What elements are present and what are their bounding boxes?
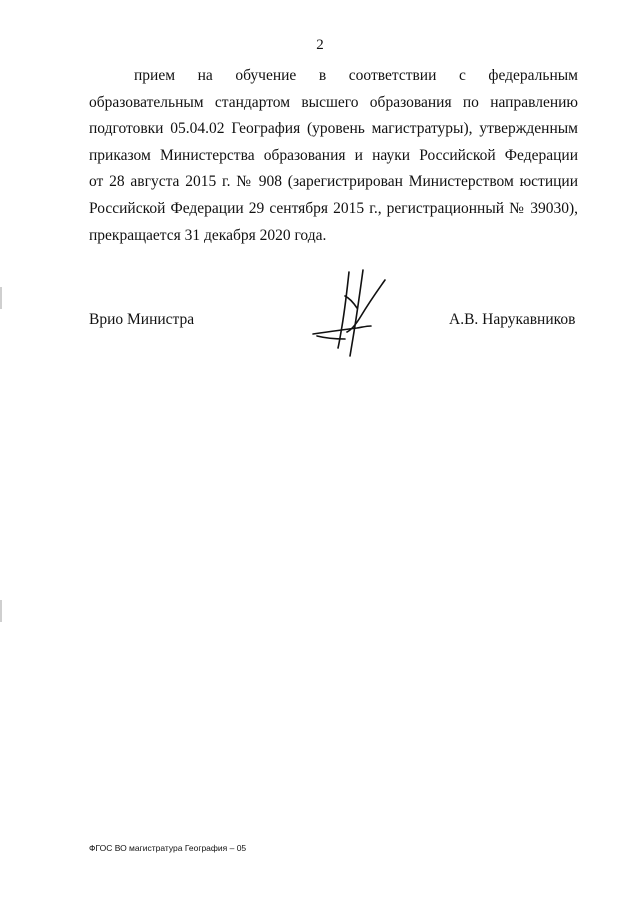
footer-code: ФГОС ВО магистратура География – 05 xyxy=(89,843,247,853)
paragraph-line: приказом Министерства образования и науки Российской Федерации xyxy=(89,146,578,164)
paragraph-line: Российской Федерации 29 сентября 2015 г., регистрационный № 39030), xyxy=(89,199,578,217)
signer-name: А.В. Нарукавников xyxy=(449,311,576,328)
paragraph-line: от 28 августа 2015 г. № 908 (зарегистрирован Министерством юстиции xyxy=(89,173,578,191)
paragraph-line-last: прекращается 31 декабря 2020 года. xyxy=(89,226,327,244)
scan-edge-mark xyxy=(0,287,2,309)
paragraph-line: образовательным стандартом высшего образования по направлению xyxy=(89,93,578,111)
paragraph-line: подготовки 05.04.02 География (уровень магистратуры), утвержденным xyxy=(89,120,578,138)
scan-edge-mark xyxy=(0,600,2,622)
paragraph-line: прием на обучение в соответствии с федеральным xyxy=(134,67,578,84)
body-paragraph xyxy=(89,63,578,249)
page-number: 2 xyxy=(316,37,324,53)
handwritten-signature xyxy=(305,268,400,360)
signer-position-title: Врио Министра xyxy=(89,311,195,328)
